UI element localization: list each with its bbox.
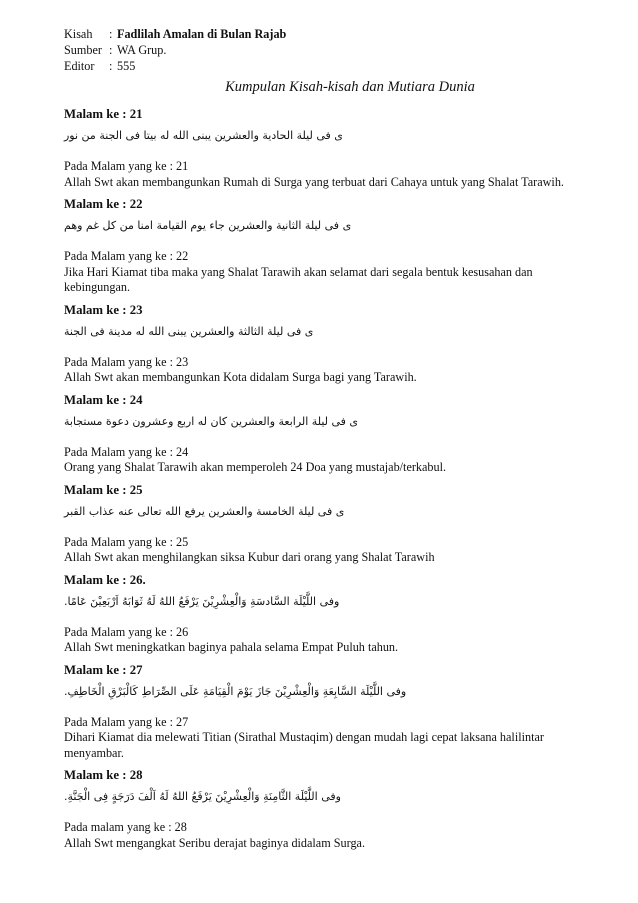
translation-heading: Pada Malam yang ke : 21 [64, 159, 189, 173]
arabic-text: ى فى ليلة الخامسة والعشرين يرفع الله تعالى عنه عذاب القبر [64, 504, 345, 518]
meta-sumber-value: WA Grup. [117, 43, 167, 57]
section-malam-24 [64, 392, 576, 476]
section-title: Malam ke : 27 [64, 662, 143, 677]
document-meta [64, 26, 576, 74]
translation-text: Allah Swt akan membangunkan Kota didalam Surga bagi yang Tarawih. [64, 370, 417, 384]
section-malam-22 [64, 196, 576, 296]
translation-text: Jika Hari Kiamat tiba maka yang Shalat Tarawih akan selamat dari segala bentuk kesusahan dan kebingungan. [64, 264, 533, 294]
meta-kisah-label: Kisah [64, 27, 93, 41]
document-subtitle: Kumpulan Kisah-kisah dan Mutiara Dunia [225, 79, 475, 95]
translation-heading: Pada Malam yang ke : 22 [64, 249, 189, 263]
document-page [64, 26, 576, 857]
translation-text: Orang yang Shalat Tarawih akan memperoleh 24 Doa yang mustajab/terkabul. [64, 460, 447, 474]
meta-editor-label: Editor [64, 59, 95, 73]
meta-kisah-value: Fadlilah Amalan di Bulan Rajab [117, 27, 287, 41]
section-title: Malam ke : 24 [64, 392, 143, 407]
arabic-text: ى فى ليلة الرابعة والعشرين كان له اربع وعشرون دعوة مستجابة [64, 414, 359, 428]
translation-heading: Pada Malam yang ke : 24 [64, 444, 189, 459]
arabic-text: ى فى ليلة الثالثة والعشرين يبنى الله له مدينة فى الجنة [64, 324, 314, 338]
translation-text: Allah Swt mengangkat Seribu derajat baginya didalam Surga. [64, 835, 366, 850]
section-malam-21 [64, 106, 576, 190]
meta-editor-sep: : [109, 59, 113, 73]
translation-heading: Pada Malam yang ke : 23 [64, 354, 189, 369]
section-title: Malam ke : 26. [64, 572, 146, 587]
section-title: Malam ke : 28 [64, 768, 143, 782]
meta-sumber-label: Sumber [64, 43, 102, 57]
meta-row-kisah [64, 26, 576, 42]
meta-editor-value: 555 [117, 59, 136, 73]
arabic-text: ى فى ليلة الثانية والعشرين جاء يوم القيامة امنا من كل غم وهم [64, 219, 352, 232]
translation-text: Allah Swt meningkatkan baginya pahala selama Empat Puluh tahun. [64, 640, 399, 654]
section-title: Malam ke : 25 [64, 482, 143, 497]
section-title: Malam ke : 21 [64, 107, 143, 121]
arabic-text: ى فى ليلة الحادية والعشرين يبنى الله له بيتا فى الجنة من نور [64, 129, 343, 142]
translation-text: Allah Swt akan membangunkan Rumah di Surga yang terbuat dari Cahaya untuk yang Shalat Tarawih. [64, 174, 564, 189]
arabic-text: وفى اللَّيْلَة السَّادسَةِ وَالْعِشْرِيْنَ يَرْفَعُ اللهُ لَهُ ثَوَابَهُ اَرْبَعِيْنَ عَامًا. [64, 594, 340, 608]
translation-heading: Pada Malam yang ke : 25 [64, 534, 189, 549]
meta-row-sumber [64, 42, 576, 58]
arabic-text: وفى اللَّيْلَة السَّابِعَةِ وَالْعِشْرِيْنَ جَازَ يَوْمَ الْقِيَامَةِ عَلَى الصِّرَاطِ كَالْبَرْقِ الْخَاطِفِ. [64, 684, 407, 698]
translation-text: Dihari Kiamat dia melewati Titian (Sirathal Mustaqim) dengan mudah lagi cepat laksana halilintar menyambar. [64, 730, 544, 760]
section-malam-28 [64, 767, 576, 851]
section-title: Malam ke : 23 [64, 302, 143, 317]
translation-heading: Pada Malam yang ke : 27 [64, 714, 189, 729]
section-title: Malam ke : 22 [64, 197, 143, 211]
section-malam-23 [64, 302, 576, 386]
translation-text: Allah Swt akan menghilangkan siksa Kubur dari orang yang Shalat Tarawih [64, 550, 435, 564]
section-malam-25 [64, 482, 576, 566]
section-malam-27 [64, 662, 576, 762]
arabic-text: وفى اللَّيْلَة الثَّامِنَةِ وَالْعِشْرِيْنَ يَرْفَعُ اللهُ لَهُ اَلْفَ دَرَجَةٍ فِى الْجَنَّةِ. [64, 790, 341, 803]
meta-kisah-sep: : [109, 27, 113, 41]
meta-sumber-sep: : [109, 43, 113, 57]
translation-heading: Pada Malam yang ke : 26 [64, 624, 189, 639]
translation-heading: Pada malam yang ke : 28 [64, 820, 187, 834]
section-malam-26 [64, 572, 576, 656]
meta-row-editor [64, 58, 576, 74]
